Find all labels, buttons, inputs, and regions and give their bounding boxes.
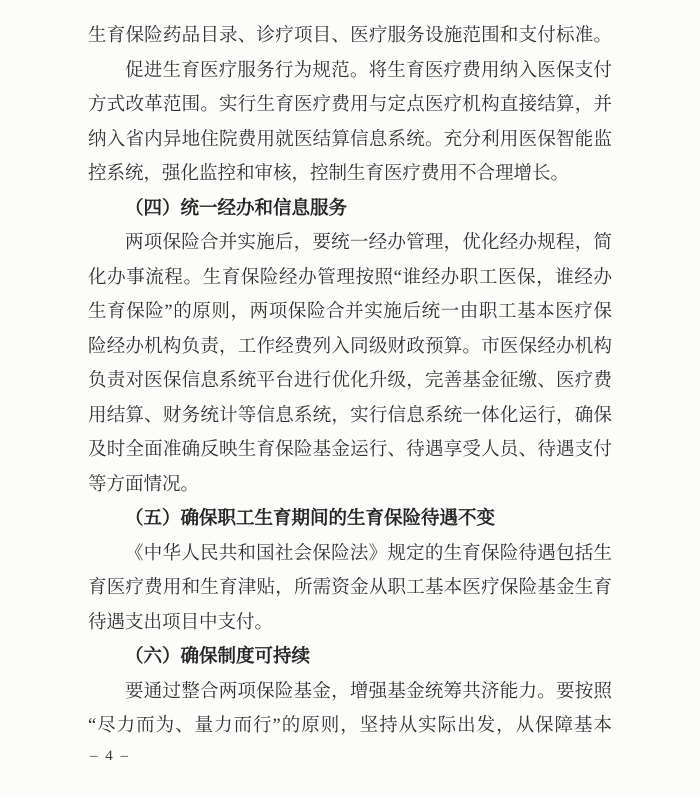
page-number: – 4 –	[90, 748, 130, 764]
text-line: 纳入省内异地住院费用就医结算信息系统。充分利用医保智能监	[88, 129, 612, 150]
text-line: 《中华人民共和国社会保险法》规定的生育保险待遇包括生	[125, 543, 612, 564]
text-line: 要通过整合两项保险基金，增强基金统筹共济能力。要按照	[125, 681, 612, 702]
text-line: 促进生育医疗服务行为规范。将生育医疗费用纳入医保支付	[125, 60, 612, 81]
heading-section-5: （五）确保职工生育期间的生育保险待遇不变	[125, 509, 496, 529]
text-line: 两项保险合并实施后，要统一经办管理，优化经办规程，简	[125, 233, 612, 253]
text-line: 及时全面准确反映生育保险基金运行、待遇享受人员、待遇支付	[88, 440, 612, 460]
text-line: 用结算、财务统计等信息系统，实行信息系统一体化运行，确保	[88, 405, 612, 426]
text-line: 育医疗费用和生育津贴，所需资金从职工基本医疗保险基金生育	[88, 578, 612, 598]
text-line: 控系统，强化监控和审核，控制生育医疗费用不合理增长。	[88, 164, 570, 184]
text-line: 险经办机构负责，工作经费列入同级财政预算。市医保经办机构	[88, 336, 612, 357]
text-line: 待遇支出项目中支付。	[88, 612, 274, 633]
text-line: 生育保险”的原则，两项保险合并实施后统一由职工基本医疗保	[88, 302, 612, 322]
text-line: 等方面情况。	[88, 474, 200, 495]
heading-section-6: （六）确保制度可持续	[125, 647, 311, 667]
text-line: 方式改革范围。实行生育医疗费用与定点医疗机构直接结算，并	[88, 95, 612, 115]
text-line: 负责对医保信息系统平台进行优化升级，完善基金征缴、医疗费	[88, 371, 612, 391]
text-block	[88, 19, 612, 744]
text-line: 化办事流程。生育保险经办管理按照“谁经办职工医保，谁经办	[88, 267, 612, 288]
text-line: “尽力而为、量力而行”的原则，坚持从实际出发，从保障基本	[88, 716, 612, 736]
heading-section-4: （四）统一经办和信息服务	[125, 198, 348, 219]
text-line: 生育保险药品目录、诊疗项目、医疗服务设施范围和支付标准。	[88, 26, 612, 46]
